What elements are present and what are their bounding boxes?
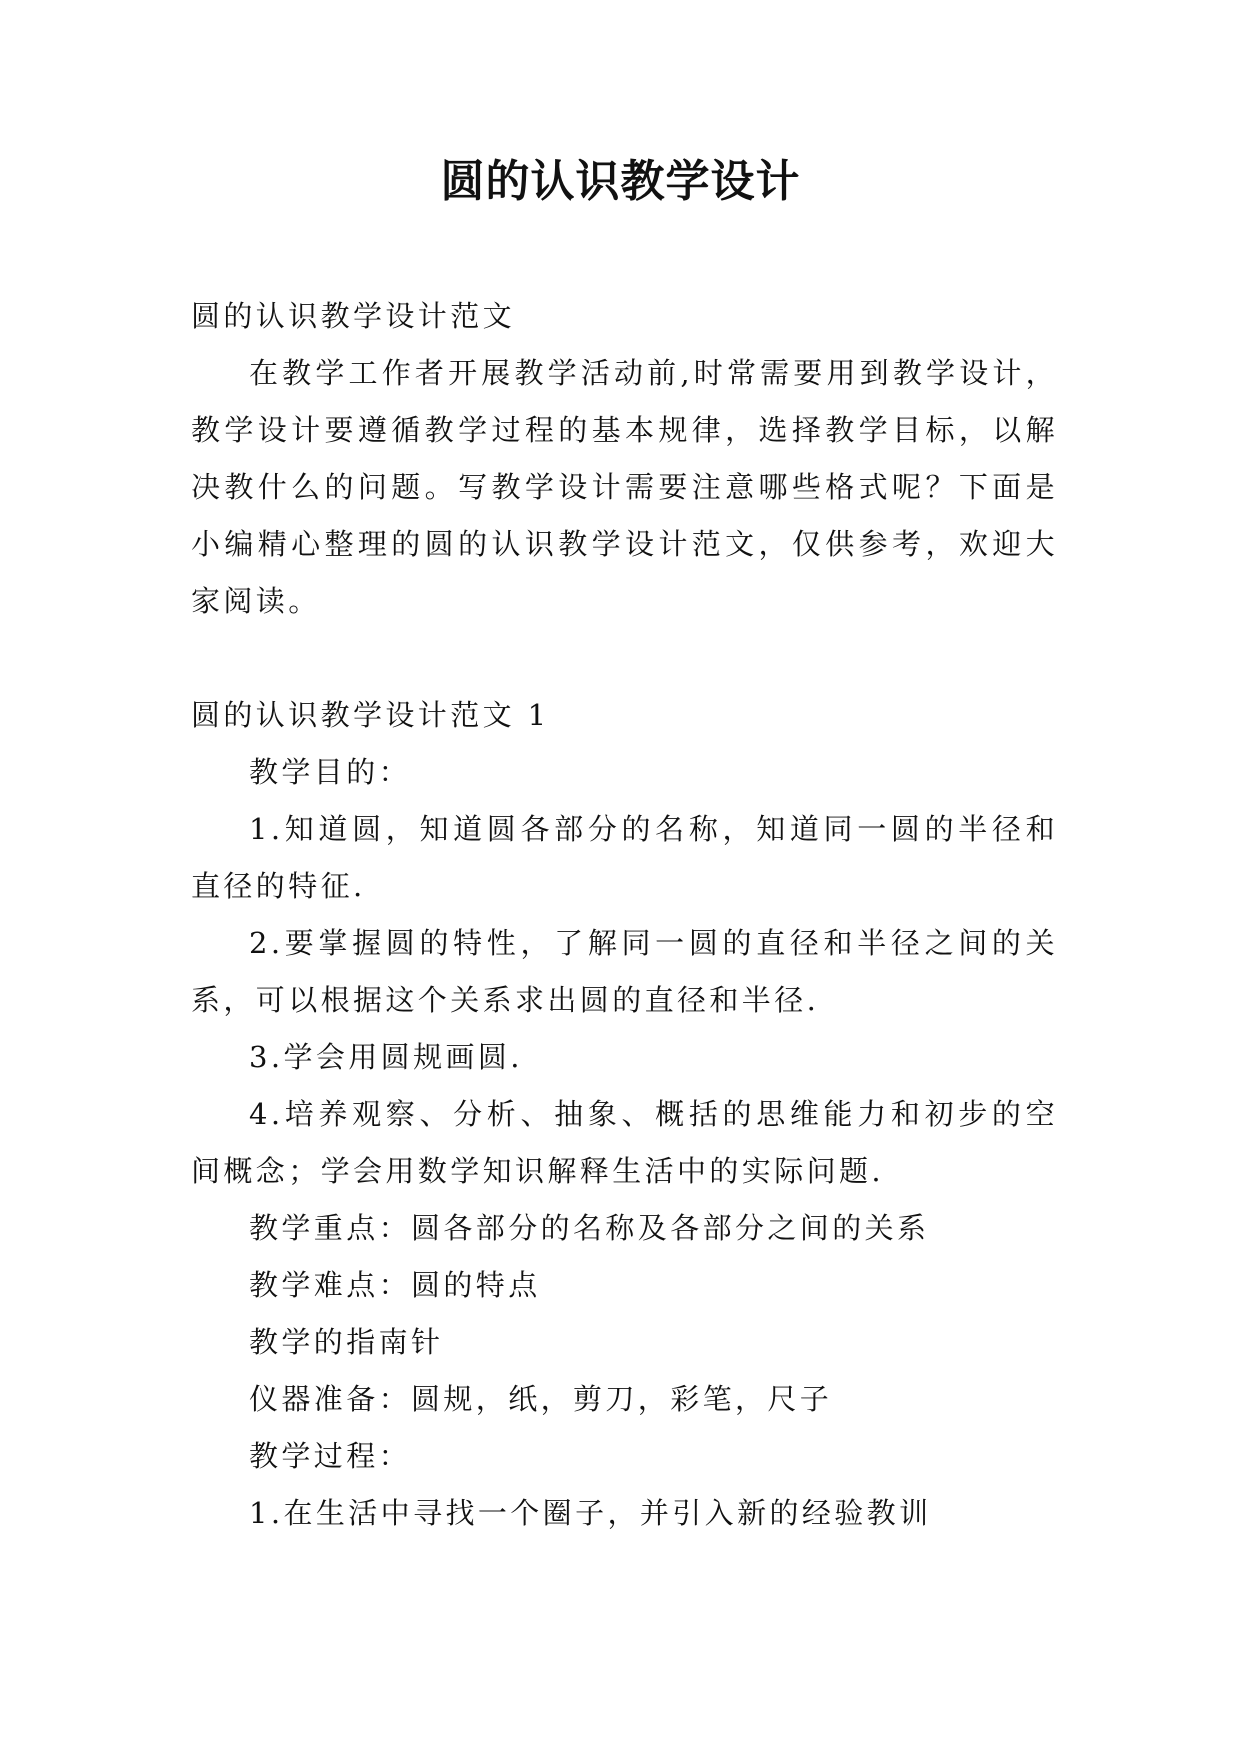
process-step: 1.在生活中寻找一个圈子，并引入新的经验教训	[249, 1496, 932, 1530]
difficult-point: 教学难点：圆的特点	[249, 1268, 541, 1302]
document-title: 圆的认识教学设计	[440, 156, 801, 207]
objective-item: 2.要掌握圆的特性，了解同一圆的直径和半径之间的关系，可以根据这个关系求出圆的直径和半径.	[191, 926, 1058, 1017]
key-point: 教学重点：圆各部分的名称及各部分之间的关系	[249, 1211, 930, 1245]
document-subtitle: 圆的认识教学设计范文	[191, 299, 516, 333]
section-spacer	[191, 630, 1058, 687]
document-body	[191, 288, 1058, 1542]
intro-paragraph: 在教学工作者开展教学活动前,时常需要用到教学设计，教学设计要遵循教学过程的基本规律，选择教学目标，以解决教什么的问题。写教学设计需要注意哪些格式呢？下面是小编精心整理的圆的认识教学设计范文，仅供参考，欢迎大家阅读。	[191, 356, 1058, 618]
compass-line: 教学的指南针	[249, 1325, 444, 1359]
objective-item: 3.学会用圆规画圆.	[249, 1040, 523, 1074]
objectives-label: 教学目的：	[249, 755, 412, 789]
section-heading: 圆的认识教学设计范文 1	[191, 698, 550, 732]
objective-item: 1.知道圆，知道圆各部分的名称，知道同一圆的半径和直径的特征.	[191, 812, 1058, 903]
materials-line: 仪器准备：圆规，纸，剪刀，彩笔，尺子	[249, 1382, 833, 1416]
process-label: 教学过程：	[249, 1439, 412, 1473]
objective-item: 4.培养观察、分析、抽象、概括的思维能力和初步的空间概念；学会用数学知识解释生活中的实际问题.	[191, 1097, 1058, 1188]
